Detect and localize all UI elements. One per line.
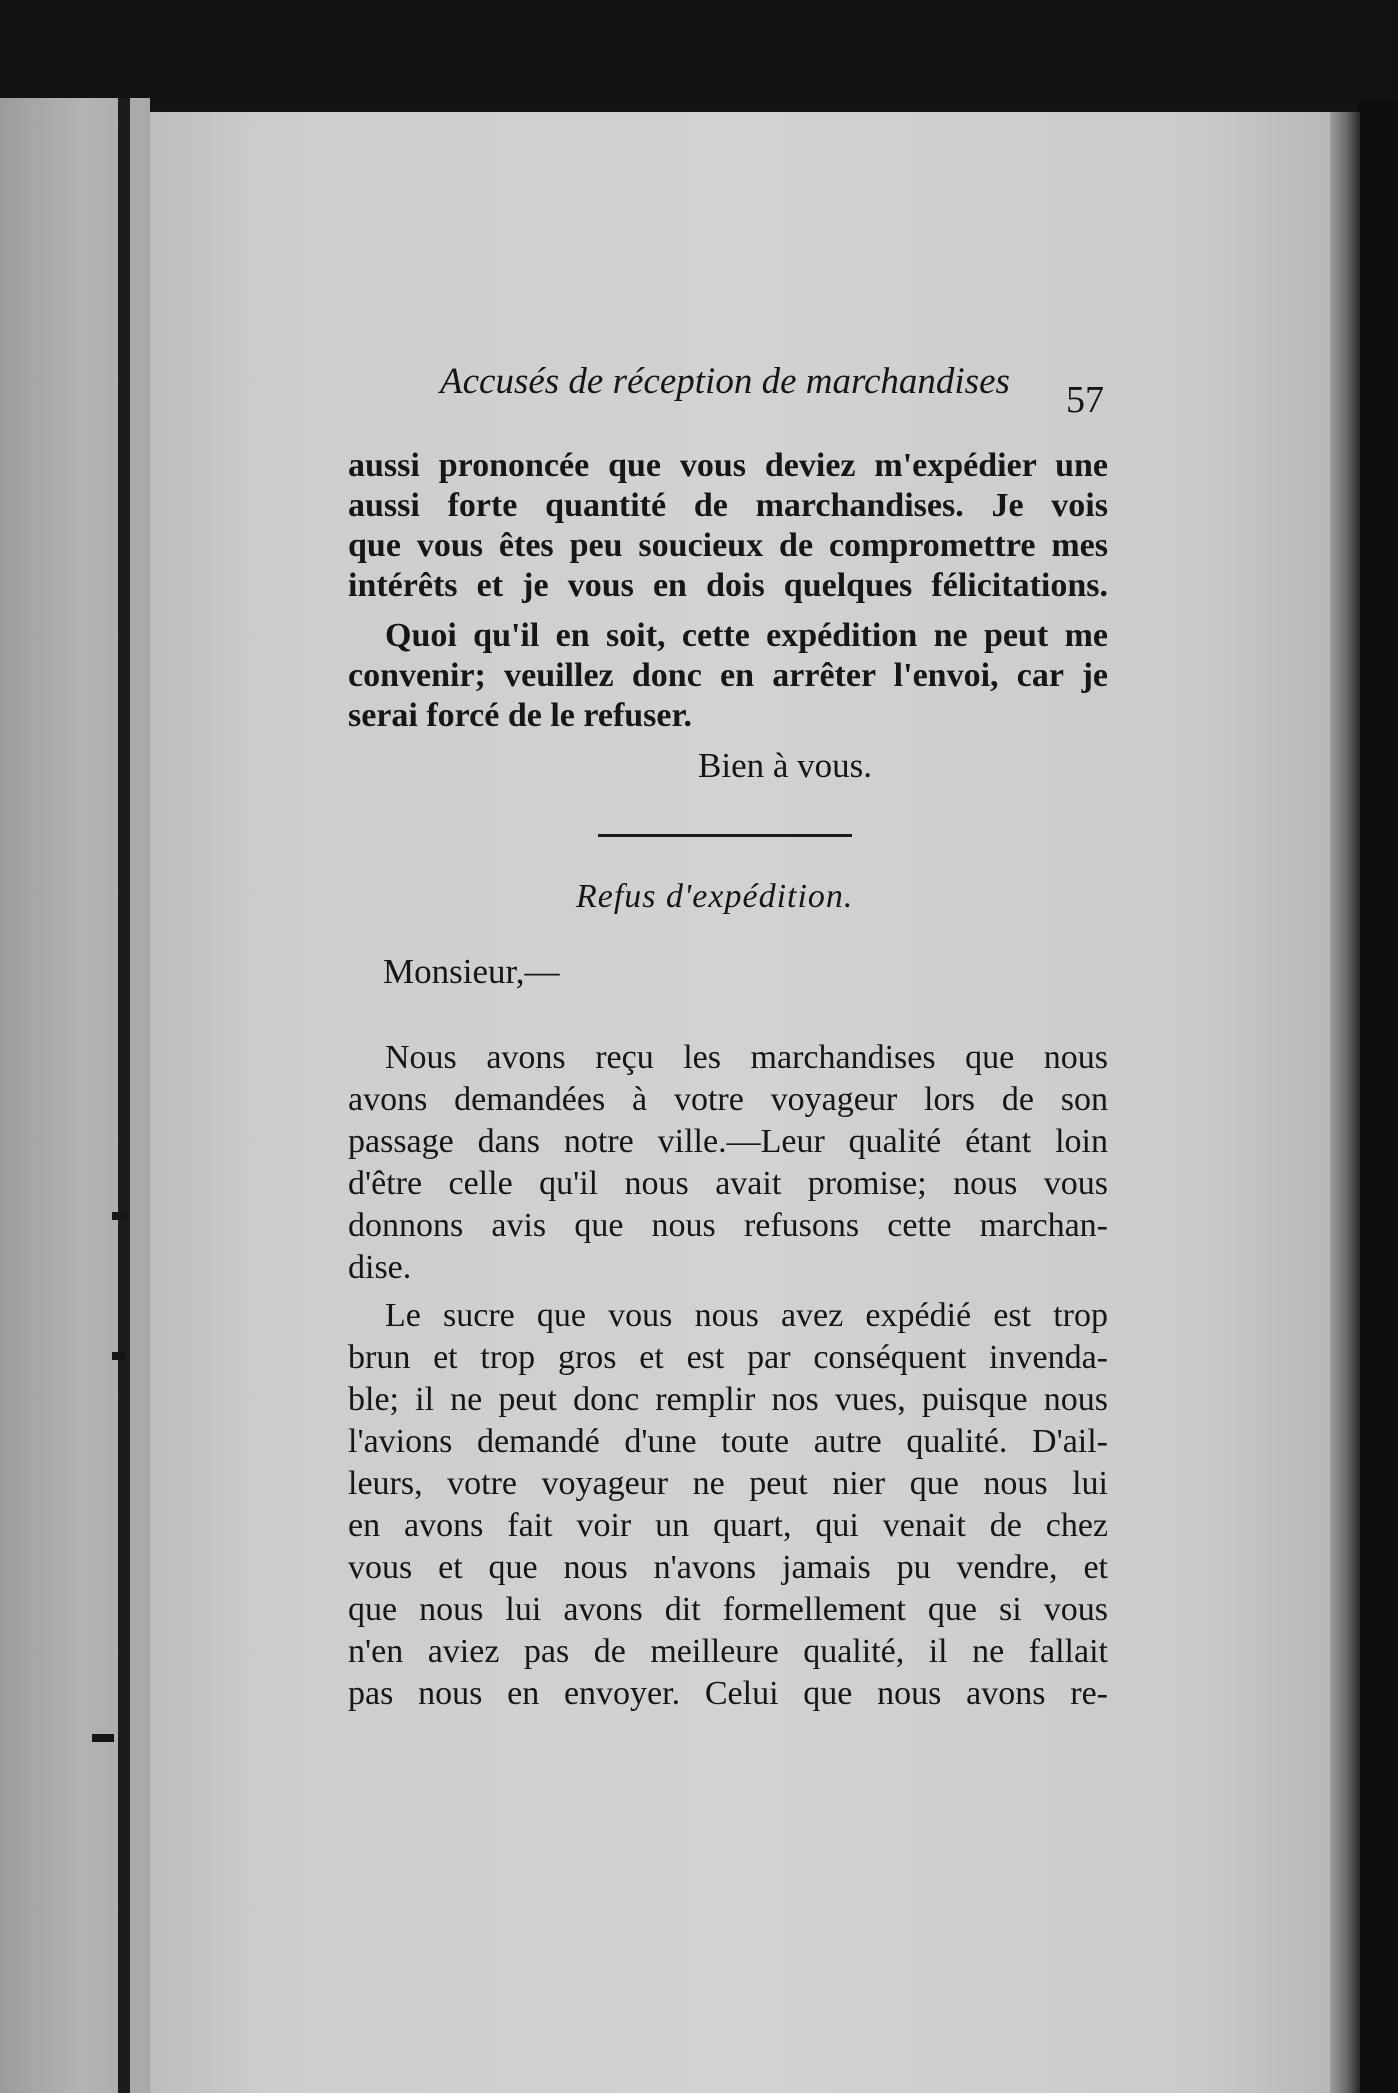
spine-mark bbox=[92, 1734, 114, 1742]
text-line: avons demandées à votre voyageur lors de son bbox=[348, 1081, 1108, 1118]
text-line: leurs, votre voyageur ne peut nier que nous lui bbox=[348, 1465, 1108, 1502]
text-line: d'être celle qu'il nous avait promise; nous vous bbox=[348, 1165, 1108, 1202]
text-line: serai forcé de le refuser. bbox=[348, 697, 692, 734]
text-line: vous et que nous n'avons jamais pu vendre, et bbox=[348, 1549, 1108, 1586]
text-line: Quoi qu'il en soit, cette expédition ne peut me bbox=[385, 617, 1108, 654]
scan-top-margin bbox=[0, 0, 1398, 100]
section-divider bbox=[598, 834, 852, 837]
text-line: passage dans notre ville.—Leur qualité étant loin bbox=[348, 1123, 1108, 1160]
text-line: convenir; veuillez donc en arrêter l'envoi, car je bbox=[348, 657, 1108, 694]
letter-closing: Bien à vous. bbox=[698, 746, 873, 785]
text-line: Le sucre que vous nous avez expédié est trop bbox=[385, 1297, 1108, 1334]
page-fore-edge bbox=[1330, 112, 1360, 2093]
text-line: ble; il ne peut donc remplir nos vues, puisque nous bbox=[348, 1381, 1108, 1418]
text-line: pas nous en envoyer. Celui que nous avons re- bbox=[348, 1675, 1108, 1712]
text-line: l'avions demandé d'une toute autre qualité. D'ail- bbox=[348, 1423, 1108, 1460]
spine-mark bbox=[112, 1352, 126, 1360]
text-line: Nous avons reçu les marchandises que nous bbox=[385, 1039, 1108, 1076]
text-line: que nous lui avons dit formellement que si vous bbox=[348, 1591, 1108, 1628]
section-title: Refus d'expédition. bbox=[576, 878, 854, 915]
text-line: en avons fait voir un quart, qui venait de chez bbox=[348, 1507, 1108, 1544]
page-number: 57 bbox=[1066, 379, 1104, 421]
text-line: aussi forte quantité de marchandises. Je vois bbox=[348, 487, 1108, 524]
running-head: Accusés de réception de marchandises bbox=[440, 361, 1010, 402]
scan-right-margin bbox=[1358, 100, 1398, 2093]
letter-salutation: Monsieur,— bbox=[383, 952, 560, 991]
text-line: dise. bbox=[348, 1249, 412, 1286]
text-line: n'en aviez pas de meilleure qualité, il ne fallait bbox=[348, 1633, 1108, 1670]
text-line: intérêts et je vous en dois quelques félicitations. bbox=[348, 567, 1108, 604]
book-spine bbox=[118, 98, 130, 2093]
text-line: donnons avis que nous refusons cette marchan- bbox=[348, 1207, 1108, 1244]
text-line: aussi prononcée que vous deviez m'expédier une bbox=[348, 447, 1108, 484]
spine-mark bbox=[112, 1212, 126, 1220]
text-line: que vous êtes peu soucieux de compromettre mes bbox=[348, 527, 1108, 564]
text-line: brun et trop gros et est par conséquent invenda- bbox=[348, 1339, 1108, 1376]
